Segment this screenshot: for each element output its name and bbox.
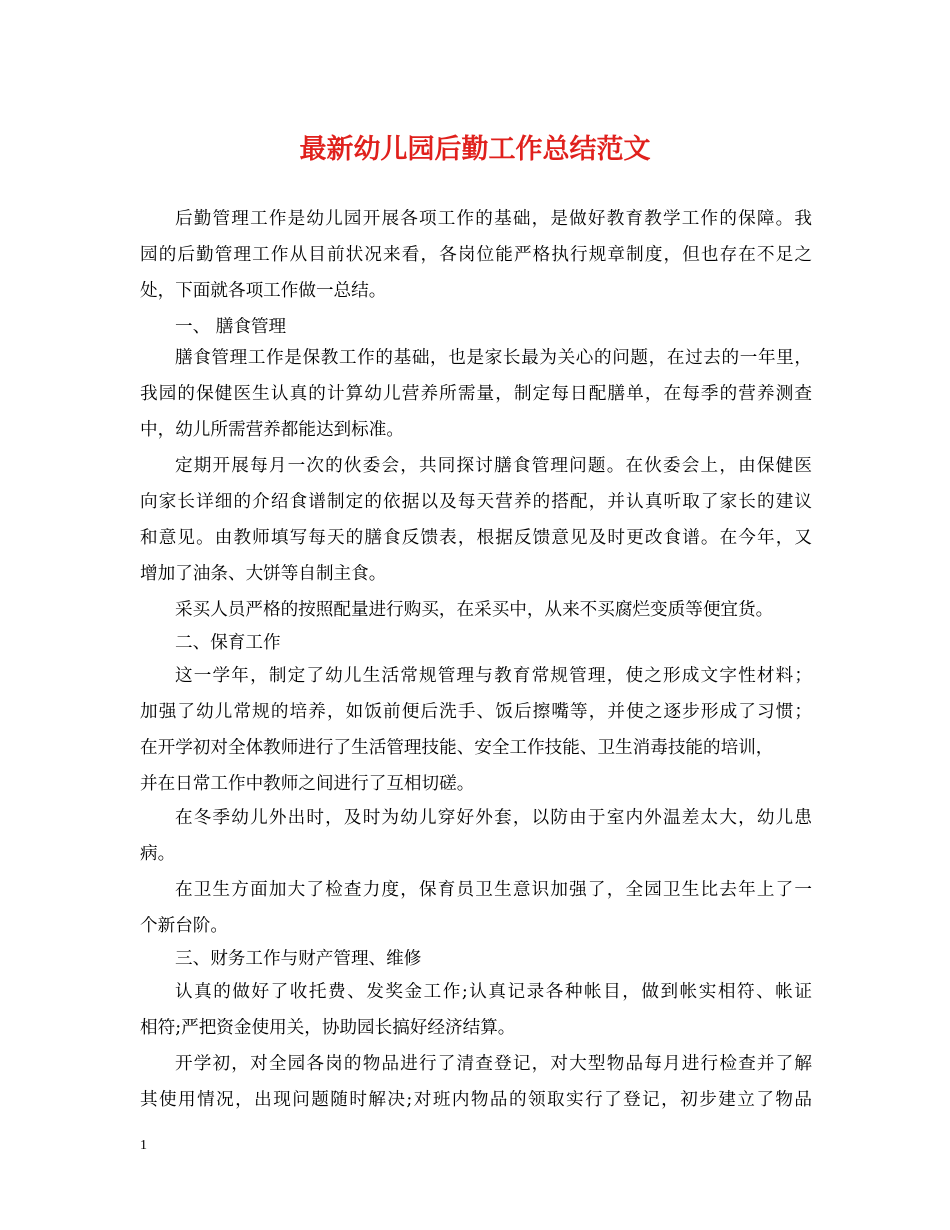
text-line: 相符;严把资金使用关，协助园长搞好经济结算。	[140, 1018, 516, 1038]
text-line: 开学初，对全园各岗的物品进行了清查登记，对大型物品每月进行检查并了解	[175, 1054, 812, 1074]
section-heading: 三、财务工作与财产管理、维修	[175, 949, 422, 969]
text-line: 并在日常工作中教师之间进行了互相切磋。	[140, 774, 475, 794]
text-line: 和意见。由教师填写每天的膳食反馈表，根据反馈意见及时更改食谱。在今年，又	[140, 528, 812, 548]
text-line: 采买人员严格的按照配量进行购买，在采买中，从来不买腐烂变质等便宜货。	[175, 600, 774, 620]
text-line: 后勤管理工作是幼儿园开展各项工作的基础，是做好教育教学工作的保障。我	[175, 209, 812, 229]
text-line: 园的后勤管理工作从目前状况来看，各岗位能严格执行规章制度，但也存在不足之	[140, 245, 812, 265]
text-line: 增加了油条、大饼等自制主食。	[140, 564, 387, 584]
text-line: 定期开展每月一次的伙委会，共同探讨膳食管理问题。在伙委会上，由保健医	[175, 456, 812, 476]
text-line: 病。	[140, 844, 176, 864]
text-line: 这一学年，制定了幼儿生活常规管理与教育常规管理，使之形成文字性材料；	[175, 666, 812, 686]
section-heading: 二、保育工作	[175, 633, 281, 653]
text-line: 在卫生方面加大了检查力度，保育员卫生意识加强了，全园卫生比去年上了一	[175, 880, 812, 900]
text-line: 加强了幼儿常规的培养，如饭前便后洗手、饭后擦嘴等，并使之逐步形成了习惯；	[140, 702, 812, 722]
text-line: 处，下面就各项工作做一总结。	[140, 281, 387, 301]
text-line: 个新台阶。	[140, 916, 228, 936]
text-line: 在冬季幼儿外出时，及时为幼儿穿好外套，以防由于室内外温差太大，幼儿患	[175, 808, 812, 828]
text-line: 认真的做好了收托费、发奖金工作;认真记录各种帐目，做到帐实相符、帐证	[175, 982, 812, 1002]
section-heading: 一、 膳食管理	[175, 317, 287, 337]
text-line: 其使用情况，出现问题随时解决;对班内物品的领取实行了登记，初步建立了物品	[140, 1090, 812, 1110]
text-line: 在开学初对全体教师进行了生活管理技能、安全工作技能、卫生消毒技能的培训，	[140, 738, 774, 758]
page-title: 最新幼儿园后勤工作总结范文	[299, 134, 651, 165]
text-line: 膳食管理工作是保教工作的基础，也是家长最为关心的问题，在过去的一年里，	[175, 348, 812, 368]
page-number: 1	[140, 1138, 147, 1153]
text-line: 我园的保健医生认真的计算幼儿营养所需量，制定每日配膳单，在每季的营养测查	[140, 384, 812, 404]
text-line: 向家长详细的介绍食谱制定的依据以及每天营养的搭配，并认真听取了家长的建议	[140, 492, 812, 512]
text-line: 中，幼儿所需营养都能达到标准。	[140, 420, 404, 440]
